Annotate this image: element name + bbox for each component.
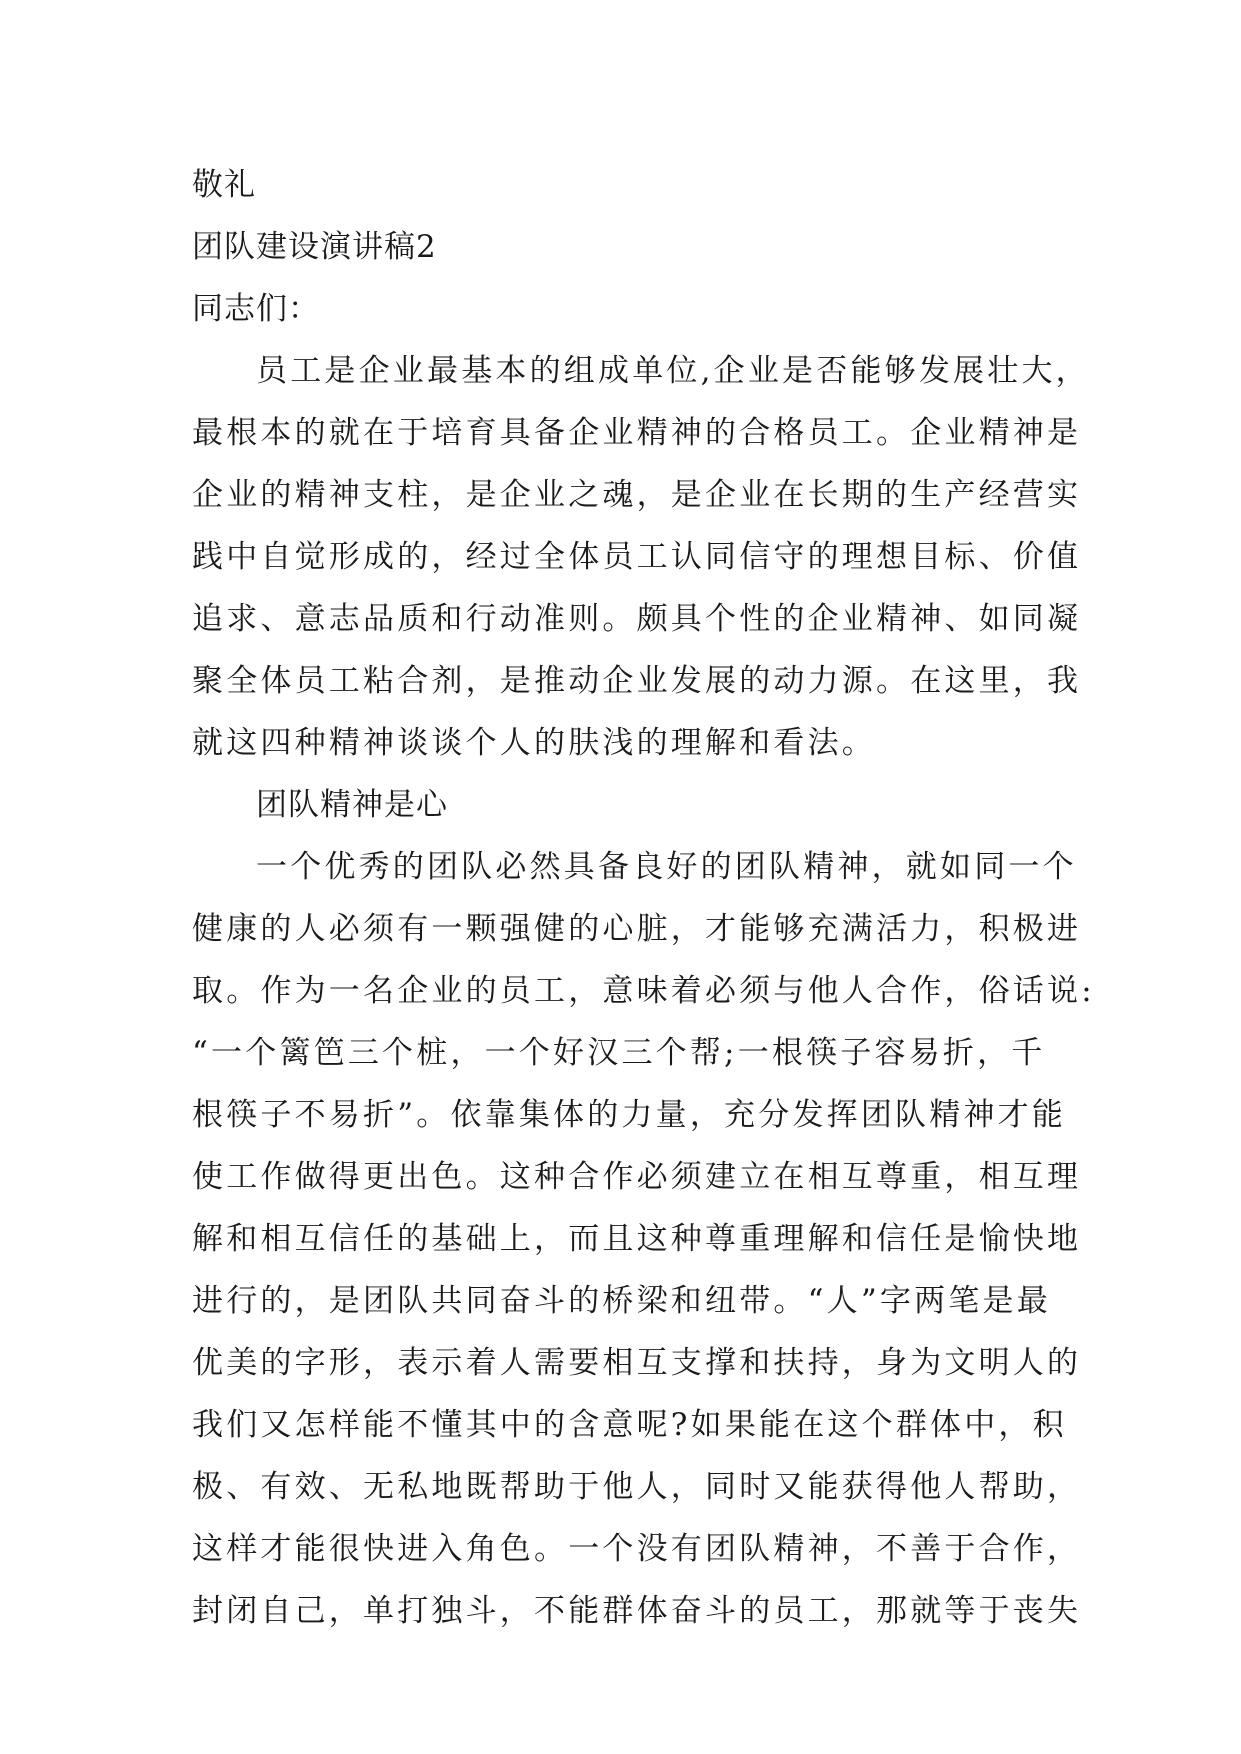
paragraph-line: 追求、意志品质和行动准则。颇具个性的企业精神、如同凝 — [192, 601, 1082, 637]
paragraph-line: 根筷子不易折”。依靠集体的力量，充分发挥团队精神才能 — [192, 1097, 1067, 1133]
document-body — [192, 154, 1095, 1642]
paragraph-line: 极、有效、无私地既帮助于他人，同时又能获得他人帮助， — [192, 1469, 1082, 1505]
paragraph-line: “一个篱笆三个桩，一个好汉三个帮;一根筷子容易折，千 — [192, 1035, 1046, 1071]
paragraph-1 — [192, 340, 1090, 774]
paragraph-line: 践中自觉形成的，经过全体员工认同信守的理想目标、价值 — [192, 539, 1082, 575]
paragraph-line: 健康的人必须有一颗强健的心脏，才能够充满活力，积极进 — [192, 911, 1082, 947]
salutation-text: 同志们： — [192, 291, 320, 327]
paragraph-line: 使工作做得更出色。这种合作必须建立在相互尊重，相互理 — [192, 1159, 1082, 1195]
paragraph-line: 一个优秀的团队必然具备良好的团队精神，就如同一个 — [256, 849, 1077, 885]
paragraph-line: 最根本的就在于培育具备企业精神的合格员工。企业精神是 — [192, 415, 1082, 451]
closing-text: 敬礼 — [192, 167, 256, 203]
speech-heading: 团队建设演讲稿2 — [192, 229, 437, 265]
paragraph-line: 这样才能很快进入角色。一个没有团队精神，不善于合作， — [192, 1531, 1082, 1567]
paragraph-line: 进行的，是团队共同奋斗的桥梁和纽带。“人”字两笔是最 — [192, 1283, 1051, 1319]
paragraph-line: 员工是企业最基本的组成单位,企业是否能够发展壮大， — [256, 353, 1090, 389]
paragraph-line: 封闭自己，单打独斗，不能群体奋斗的员工，那就等于丧失 — [192, 1593, 1082, 1629]
paragraph-line: 取。作为一名企业的员工，意味着必须与他人合作，俗话说: — [192, 973, 1095, 1009]
paragraph-line: 聚全体员工粘合剂，是推动企业发展的动力源。在这里，我 — [192, 663, 1082, 699]
section-title: 团队精神是心 — [256, 787, 448, 823]
paragraph-line: 解和相互信任的基础上，而且这种尊重理解和信任是愉快地 — [192, 1221, 1082, 1257]
paragraph-2 — [192, 836, 1095, 1642]
paragraph-line: 就这四种精神谈谈个人的肤浅的理解和看法。 — [192, 725, 876, 761]
paragraph-line: 优美的字形，表示着人需要相互支撑和扶持，身为文明人的 — [192, 1345, 1082, 1381]
paragraph-line: 企业的精神支柱，是企业之魂，是企业在长期的生产经营实 — [192, 477, 1082, 513]
paragraph-line: 我们又怎样能不懂其中的含意呢?如果能在这个群体中，积 — [192, 1407, 1067, 1443]
